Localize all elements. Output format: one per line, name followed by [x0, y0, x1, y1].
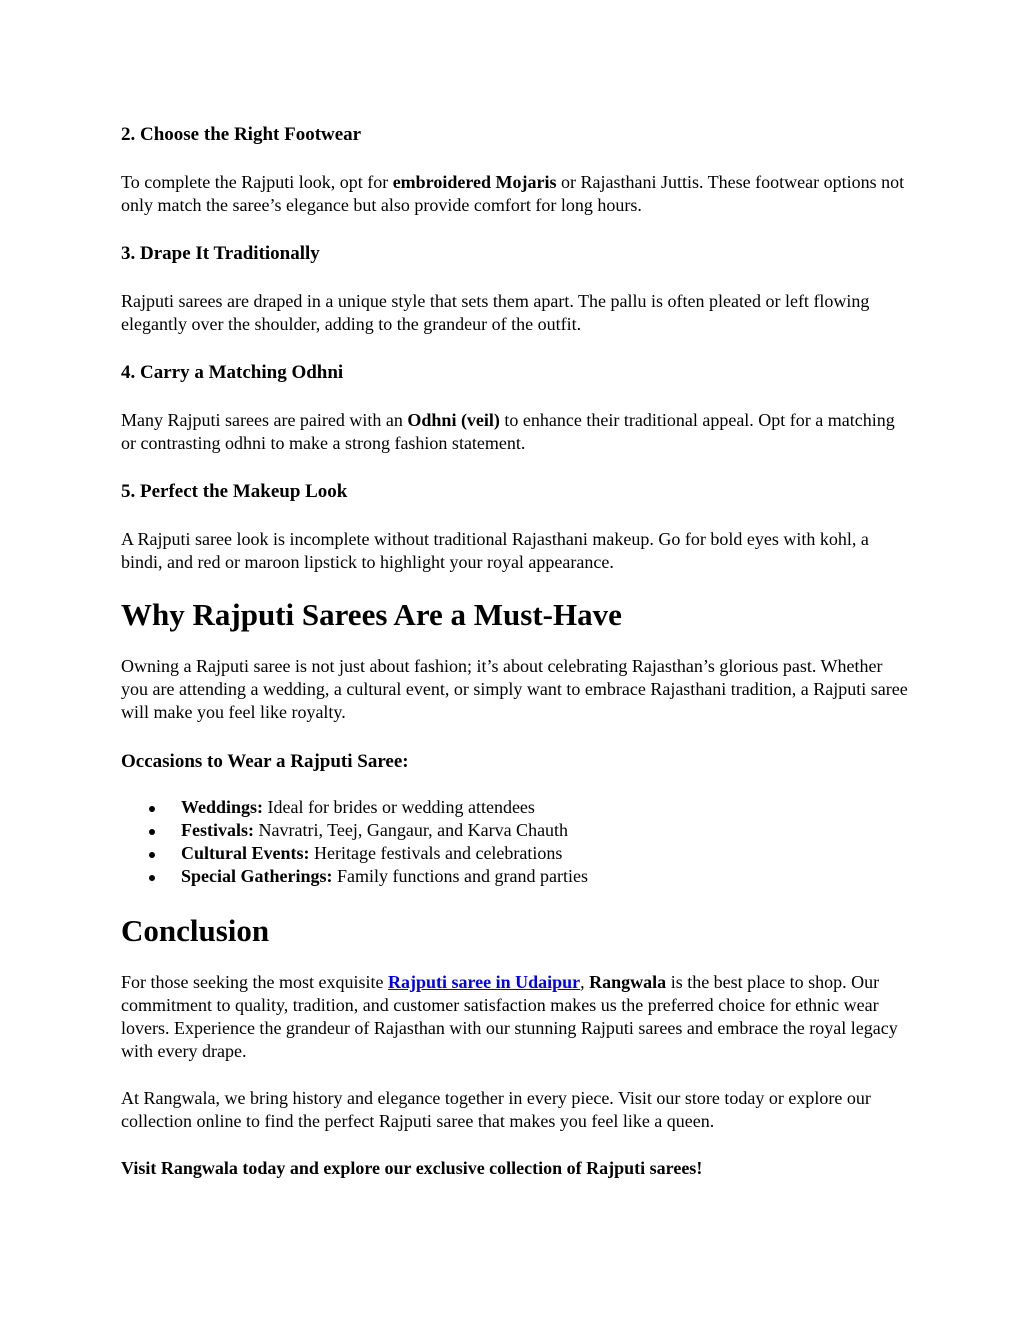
call-to-action: Visit Rangwala today and explore our exclusive collection of Rajputi sarees! [121, 1158, 703, 1178]
list-item [121, 796, 588, 819]
rajputi-saree-udaipur-link[interactable]: Rajputi saree in Udaipur [387, 972, 581, 992]
list-item-label: Weddings: [181, 797, 264, 817]
heading-occasions: Occasions to Wear a Rajputi Saree: [121, 751, 409, 772]
list-item-text: Ideal for brides or wedding attendees [263, 797, 535, 817]
paragraph-conclusion-1 [121, 971, 911, 1063]
bold-rangwala: Rangwala [589, 972, 667, 992]
text-span: or Rajasthani Juttis. These footwear options not only match the saree’s elegance but also provide comfort for long hours. [121, 172, 905, 215]
list-item [121, 842, 588, 865]
text-span: is the best place to shop. Our commitment to quality, tradition, and customer satisfaction makes us the preferred choice for ethnic wear lovers. Experience the grandeur of Rajasthan with our stunning Rajputi sarees and embrace the royal legacy with every drape. [121, 972, 898, 1061]
paragraph-conclusion-2: At Rangwala, we bring history and elegance together in every piece. Visit our store today or explore our collection online to find the perfect Rajputi saree that makes you feel like a queen. [121, 1088, 871, 1131]
bold-mojaris: embroidered Mojaris [392, 172, 557, 192]
heading-makeup: 5. Perfect the Makeup Look [121, 481, 348, 502]
occasions-list [121, 796, 588, 888]
text-span: to enhance their traditional appeal. Opt for a matching or contrasting odhni to make a strong fashion statement. [121, 410, 895, 453]
text-span: For those seeking the most exquisite [121, 972, 388, 992]
text-span: To complete the Rajputi look, opt for [121, 172, 393, 192]
list-item-label: Festivals: [181, 820, 254, 840]
heading-why-must-have: Why Rajputi Sarees Are a Must-Have [121, 597, 622, 632]
list-item [121, 819, 588, 842]
list-item-text: Navratri, Teej, Gangaur, and Karva Chauth [253, 820, 569, 840]
list-item-text: Heritage festivals and celebrations [309, 843, 563, 863]
heading-footwear: 2. Choose the Right Footwear [121, 124, 362, 145]
list-item [121, 865, 588, 888]
heading-conclusion: Conclusion [121, 913, 270, 948]
text-span: Many Rajputi sarees are paired with an [121, 410, 408, 430]
list-item-text: Family functions and grand parties [332, 866, 588, 886]
heading-odhni: 4. Carry a Matching Odhni [121, 362, 344, 383]
bold-odhni: Odhni (veil) [407, 410, 500, 430]
list-item-label: Cultural Events: [181, 843, 310, 863]
heading-drape: 3. Drape It Traditionally [121, 243, 320, 264]
paragraph-footwear [121, 171, 911, 217]
list-item-label: Special Gatherings: [181, 866, 333, 886]
paragraph-drape: Rajputi sarees are draped in a unique style that sets them apart. The pallu is often pleated or left flowing elegantly over the shoulder, adding to the grandeur of the outfit. [121, 291, 870, 334]
text-span: , [580, 972, 590, 992]
paragraph-makeup: A Rajputi saree look is incomplete without traditional Rajasthani makeup. Go for bold eyes with kohl, a bindi, and red or maroon lipstick to highlight your royal appearance. [121, 529, 869, 572]
paragraph-why: Owning a Rajputi saree is not just about fashion; it’s about celebrating Rajasthan’s glorious past. Whether you are attending a wedding, a cultural event, or simply want to embrace Rajasthani tradition, a Rajputi saree will make you feel like royalty. [121, 656, 908, 722]
paragraph-odhni [121, 409, 911, 455]
